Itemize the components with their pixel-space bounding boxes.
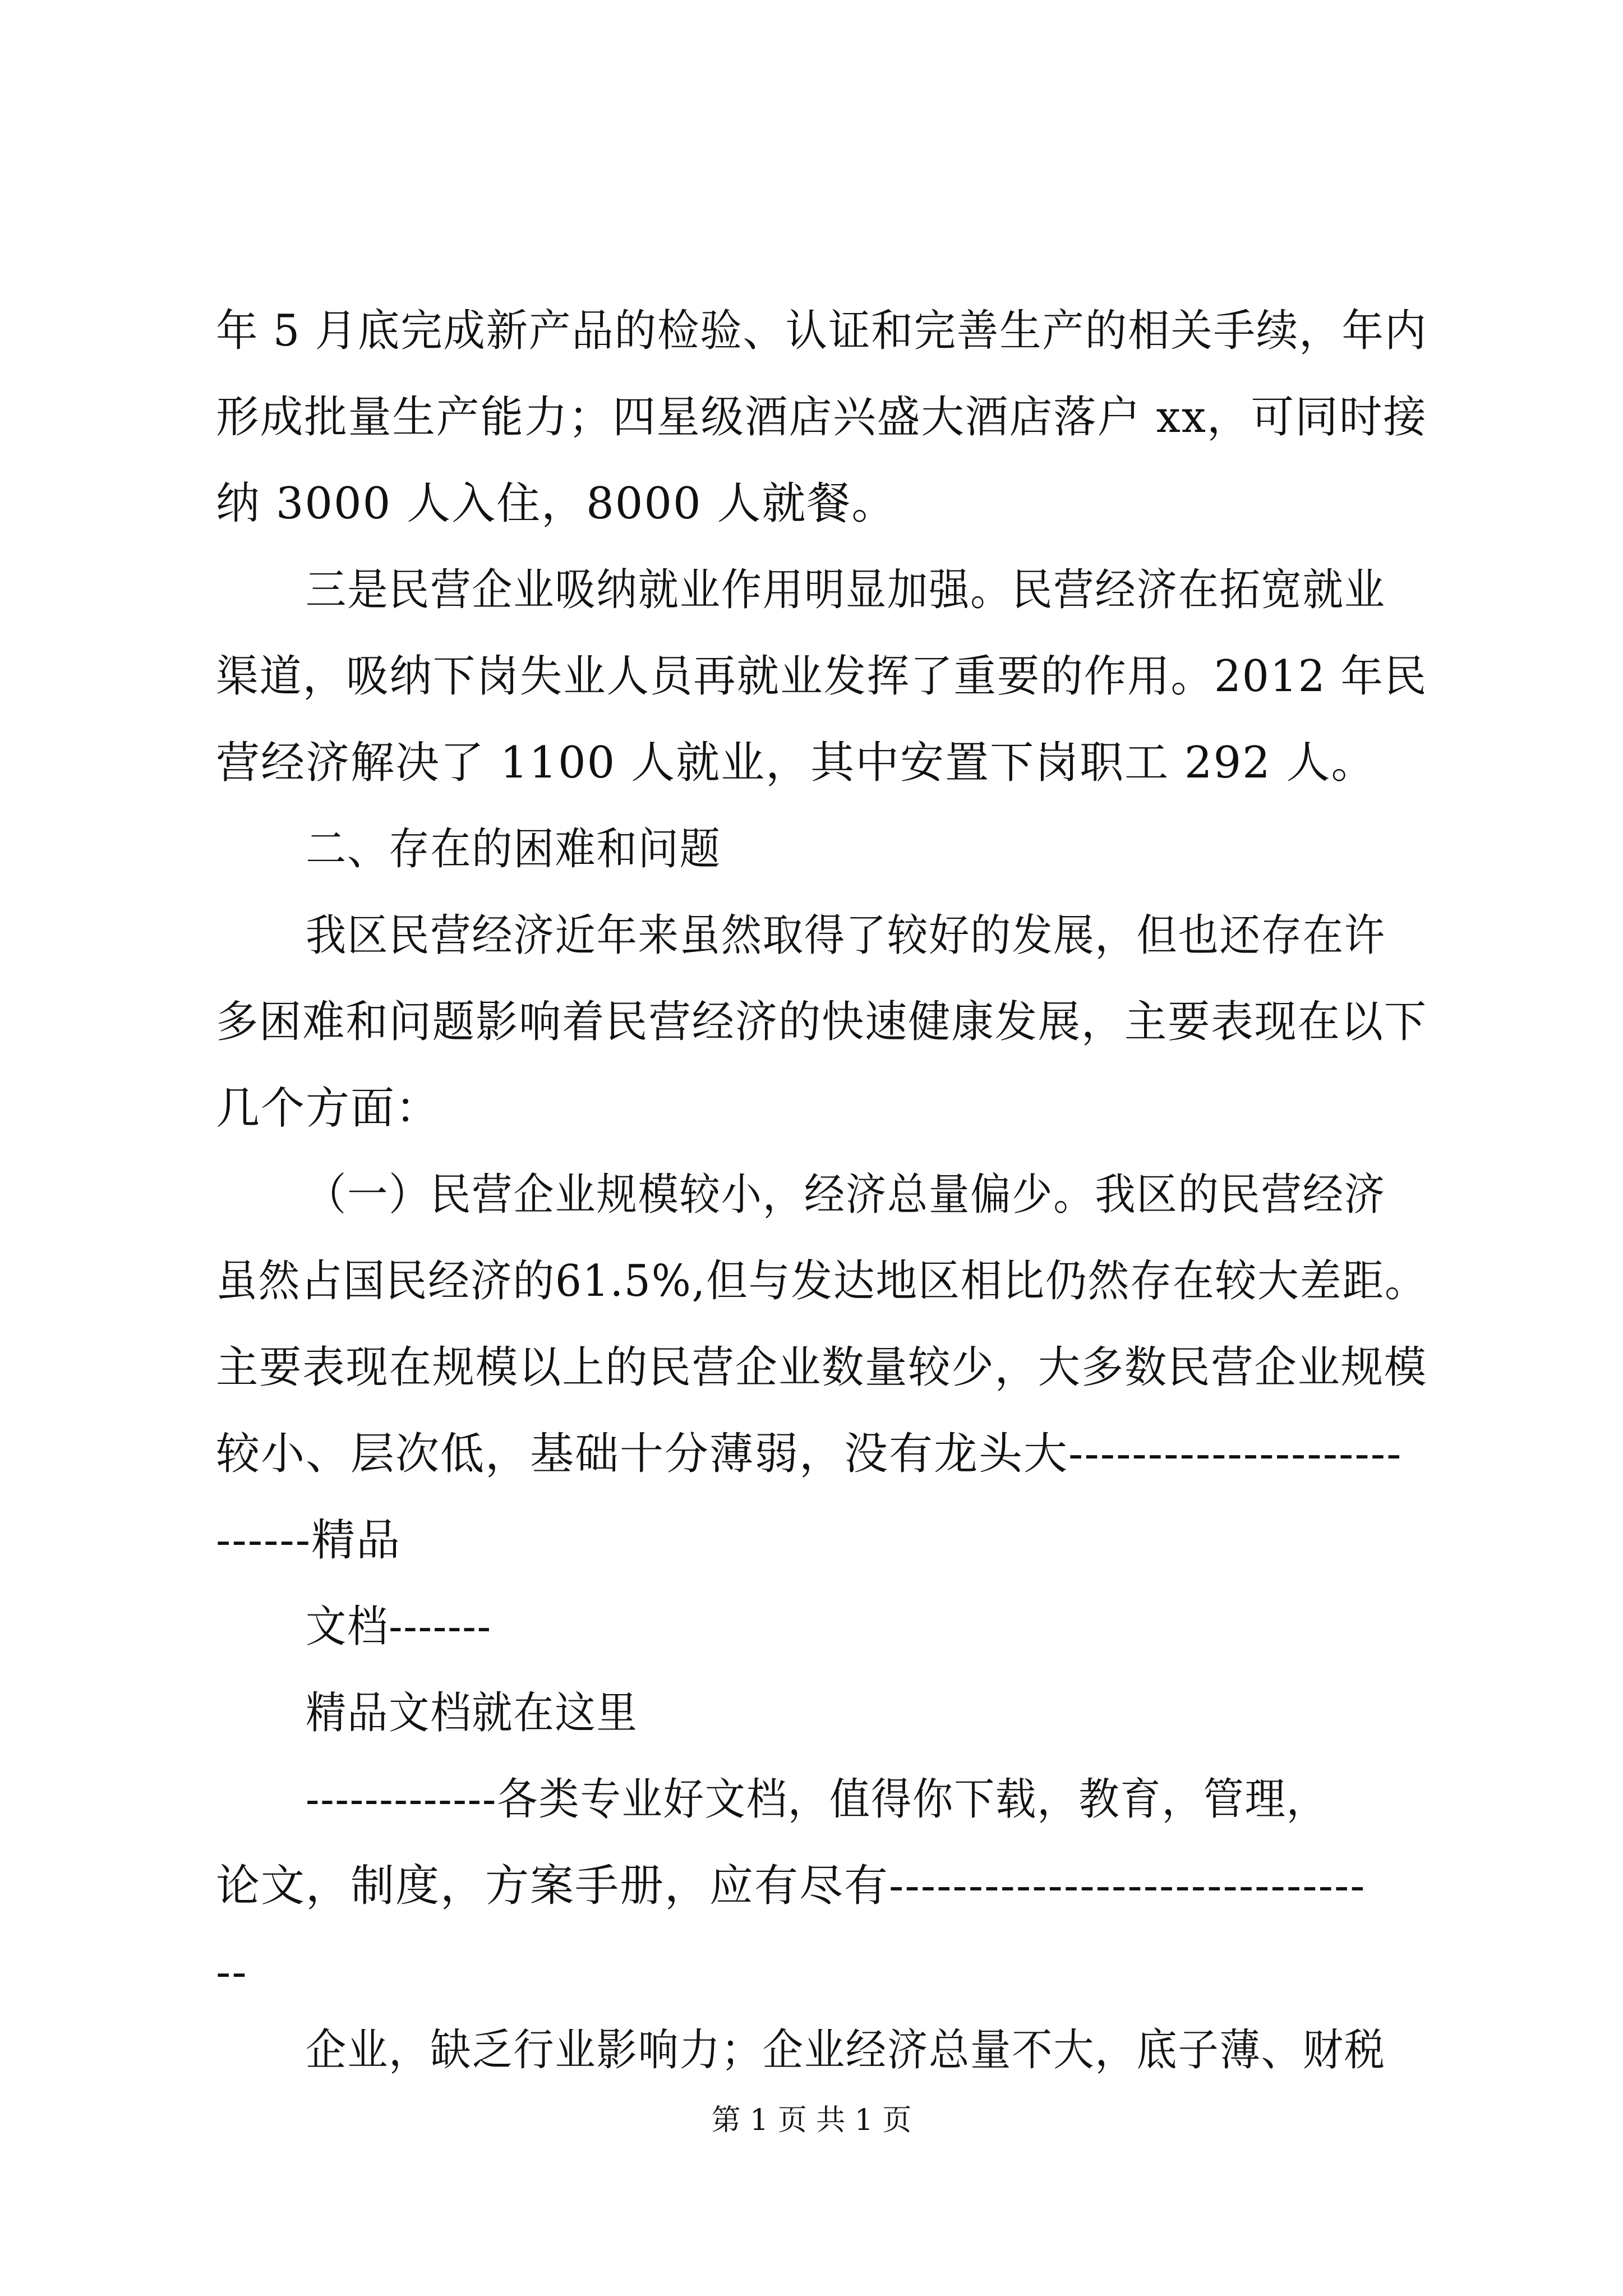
page-footer: 第 1 页 共 1 页 xyxy=(711,2104,912,2137)
text-line: 形成批量生产能力；四星级酒店兴盛大酒店落户 xx，可同时接 xyxy=(216,392,1427,443)
text-line: 年 5 月底完成新产品的检验、认证和完善生产的相关手续，年内 xyxy=(216,306,1428,356)
text-line: 三是民营企业吸纳就业作用明显加强。民营经济在拓宽就业 xyxy=(306,565,1386,615)
text-line: 精品文档就在这里 xyxy=(306,1688,638,1738)
text-line: ------精品 xyxy=(216,1515,402,1566)
text-line: 几个方面： xyxy=(216,1083,441,1134)
text-line: 我区民营经济近年来虽然取得了较好的发展，但也还存在许 xyxy=(306,910,1386,961)
text-line: 多困难和问题影响着民营经济的快速健康发展，主要表现在以下 xyxy=(216,997,1428,1047)
text-line: 纳 3000 人入住，8000 人就餐。 xyxy=(216,478,897,529)
text-line: 虽然占国民经济的61.5%,但与发达地区相比仍然存在较大差距。 xyxy=(216,1256,1427,1306)
text-line: 营经济解决了 1100 人就业，其中安置下岗职工 292 人。 xyxy=(216,738,1376,788)
text-line: 企业，缺乏行业影响力；企业经济总量不大，底子薄、财税 xyxy=(306,2025,1386,2076)
text-line: 较小、层次低，基础十分薄弱，没有龙头大--------------------- xyxy=(216,1429,1403,1479)
section-heading: 二、存在的困难和问题 xyxy=(306,824,721,875)
text-line: 渠道，吸纳下岗失业人员再就业发挥了重要的作用。2012 年民 xyxy=(216,651,1428,702)
text-line: 论文，制度，方案手册，应有尽有------------------------------ xyxy=(216,1861,1366,1911)
text-line: -------------各类专业好文档，值得你下载，教育，管理， xyxy=(306,1774,1328,1825)
text-line: （一）民营企业规模较小，经济总量偏少。我区的民营经济 xyxy=(306,1170,1386,1220)
text-line: -- xyxy=(216,1947,248,1998)
text-line: 文档------- xyxy=(306,1602,492,1652)
text-line: 主要表现在规模以上的民营企业数量较少，大多数民营企业规模 xyxy=(216,1342,1428,1393)
